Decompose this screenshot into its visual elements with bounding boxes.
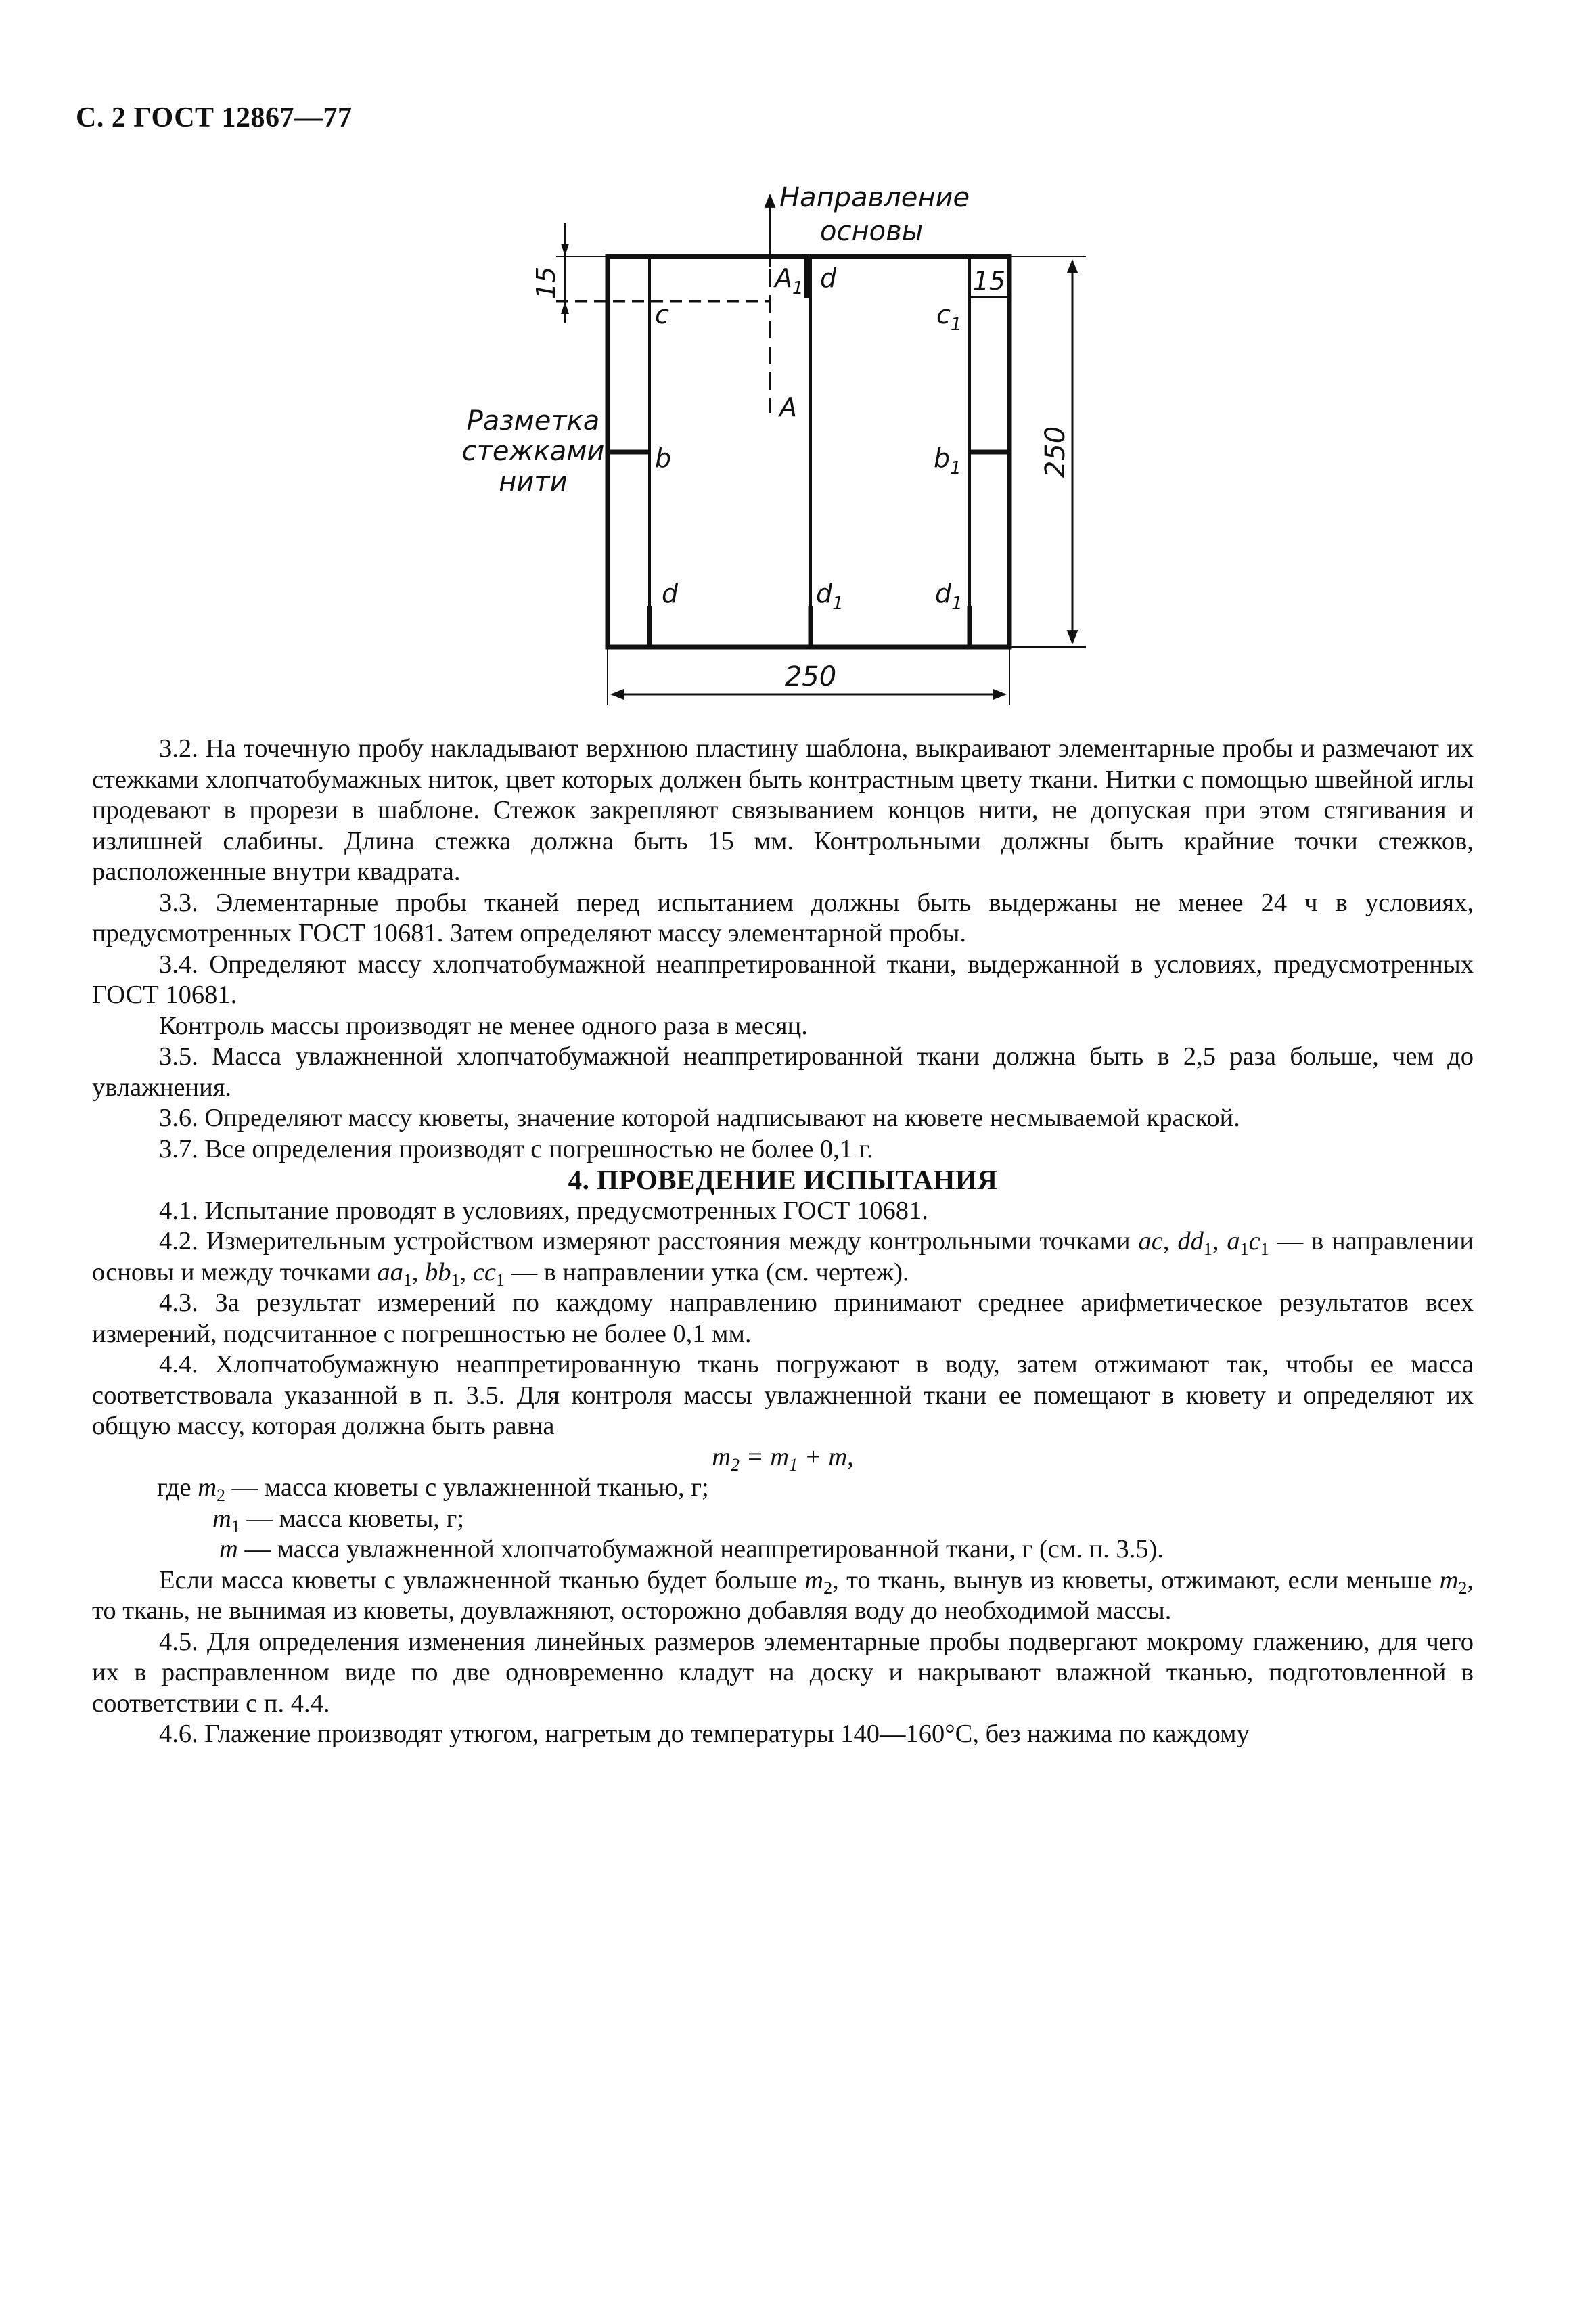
paragraph-3-6: 3.6. Определяют массу кюветы, значение которой надписывают на кювете несмываемой краской. [159,1104,1240,1132]
direction-label-line2: основы [820,216,924,247]
paragraph-4-5: 4.5. Для определения изменения линейных размеров элементарные пробы подвергают мокрому глажению, для чего их в расправленном виде по две одновременно кладут на доску и накрывают влажной тканью, подготовленной в соответствии с п. 4.4. [92,1627,1474,1718]
point-label-c: c [655,300,669,330]
paragraph-4-2: 4.2. Измерительным устройством измеряют расстояния между контрольными точками ac, $dd_1$, $a_1c_1$ — в направлении основы и между точками $aa_1$, $bb_1$, $cc_1$ — в направлении утка (см. чертеж). [92,1227,1474,1290]
mass-formula: $m_2 = m_1 + m$, [712,1442,854,1475]
dim-15-left-arrow-top [561,244,569,256]
paragraph-4-4: 4.4. Хлопчатобумажную неаппретированную ткань погружают в воду, затем отжимают так, чтобы ее масса соответствовала указанной в п. 3.5. Для контроля массы увлажненной ткани ее помещают в кювету и определяют их общую массу, которая должна быть равна [92,1350,1474,1440]
template-drawing [0,0,1569,731]
document-body [92,734,1474,1750]
where-m1: $m_1$ — масса кюветы, г; [212,1504,465,1536]
point-label-d-bottom: d [662,579,679,608]
marking-label-line3: нити [499,466,568,497]
point-label-b: b [655,443,672,473]
point-label-d1-center: $d_1$ [816,579,844,614]
paragraph-3-5: 3.5. Масса увлажненной хлопчатобумажной неаппретированной ткани должна быть в 2,5 раза больше, чем до увлажнения. [92,1042,1474,1102]
dim-15-left-arrow-bottom [561,301,569,314]
paragraph-3-3: 3.3. Элементарные пробы тканей перед испытанием должны быть выдержаны не менее 24 ч в условиях, предусмотренных ГОСТ 10681. Затем определяют массу элементарной пробы. [92,888,1474,947]
point-label-b1: $b_1$ [934,443,961,478]
point-label-a1: $A_1$ [775,263,804,298]
dim-15-right-label: 15 [972,266,1006,296]
where-m2: где $m_2$ — масса кюветы с увлажненной тканью, г; [157,1473,709,1505]
point-label-d1-right: $d_1$ [935,579,963,614]
dim-250-right-label: 250 [1040,426,1071,478]
dim-15-left-label: 15 [531,266,561,300]
point-label-a: A [779,393,797,422]
dim-250-bottom-label: 250 [784,661,837,692]
paragraph-3-4-control: Контроль массы производят не менее одного раза в месяц. [159,1011,808,1040]
marking-label-line1: Разметка [466,405,600,437]
point-label-c1: $c_1$ [936,300,962,335]
direction-label-line1: Направление [779,182,970,213]
paragraph-4-3: 4.3. За результат измерений по каждому направлению принимают среднее арифметическое результатов всех измерений, подсчитанное с погрешностью не более 0,1 мм. [92,1289,1474,1348]
section-4-title: 4. ПРОВЕДЕНИЕ ИСПЫТАНИЯ [568,1164,998,1195]
paragraph-3-2: 3.2. На точечную пробу накладывают верхнюю пластину шаблона, выкраивают элементарные пробы и размечают их стежками хлопчатобумажных ниток, цвет которых должен быть контрастным цвету ткани. Нитки с помощью швейной иглы продевают в прорези в шаблоне. Стежок закрепляют связыванием концов нити, не допуская при этом стягивания и излишней слабины. Длина стежка должна быть 15 мм. Контрольными должны быть крайние точки стежков, расположенные внутри квадрата. [92,734,1474,886]
where-m: m — масса увлажненной хлопчатобумажной неаппретированной ткани, г (см. п. 3.5). [219,1535,1164,1563]
page-header: С. 2 ГОСТ 12867—77 [76,102,353,133]
paragraph-4-4-condition: Если масса кюветы с увлажненной тканью будет больше $m_2$, то ткань, вынув из кюветы, отжимают, если меньше $m_2$, то ткань, не вынимая из кюветы, доувлажняют, осторожно добавляя воду до необходимой массы. [92,1565,1474,1625]
marking-label-line2: стежками [461,436,605,467]
paragraph-4-6: 4.6. Глажение производят утюгом, нагретым до температуры 140—160°С, без нажима по каждому [159,1720,1250,1748]
point-label-d-top: d [820,263,837,293]
paragraph-3-4: 3.4. Определяют массу хлопчатобумажной неаппретированной ткани, выдержанной в условиях, предусмотренных ГОСТ 10681. [92,949,1474,1009]
paragraph-4-1: 4.1. Испытание проводят в условиях, предусмотренных ГОСТ 10681. [159,1196,928,1225]
paragraph-3-7: 3.7. Все определения производят с погрешностью не более 0,1 г. [159,1134,873,1163]
